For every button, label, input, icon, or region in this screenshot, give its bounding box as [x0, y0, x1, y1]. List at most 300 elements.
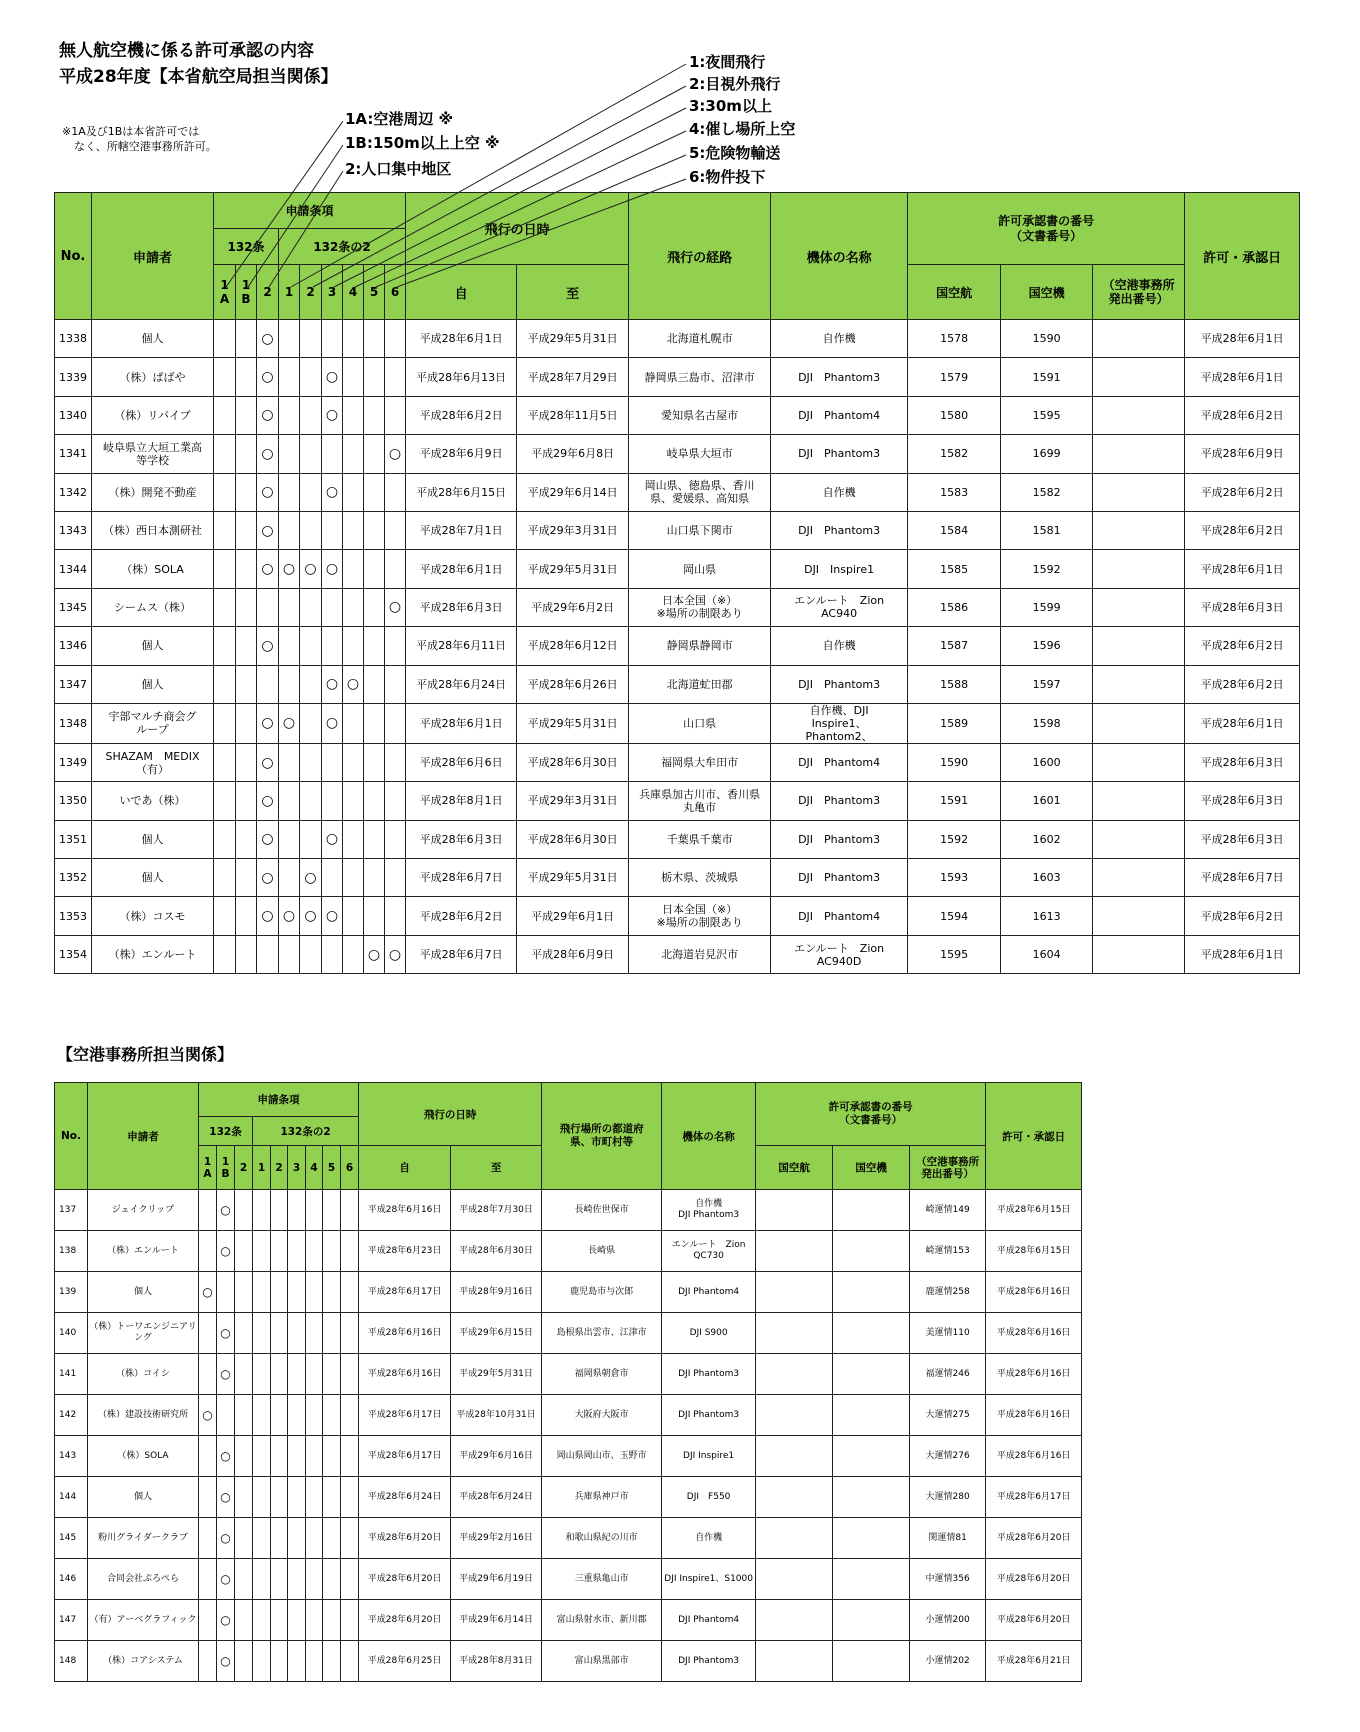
circle-mark-icon: ○: [220, 1366, 231, 1381]
t1-cell-route: 山口県下関市: [629, 511, 771, 549]
t2-cell-to: 平成29年2月16日: [451, 1518, 542, 1559]
t1-cell-kokuki: 1602: [1001, 820, 1093, 858]
t1-cell-to: 平成28年6月30日: [517, 743, 629, 781]
t1-cell-to: 平成29年3月31日: [517, 782, 629, 820]
section-2-title: 【空港事務所担当関係】: [57, 1045, 234, 1064]
t2-cell-approved: 平成28年6月17日: [986, 1477, 1082, 1518]
circle-mark-icon: ○: [261, 869, 274, 886]
t2-th-col-2: 2: [235, 1146, 253, 1190]
t1-cell-kokuko: 1582: [908, 435, 1001, 473]
t1-cell-from: 平成28年7月1日: [406, 511, 517, 549]
t2-cell-to: 平成29年6月19日: [451, 1559, 542, 1600]
t1-cell-kokuki: 1595: [1001, 396, 1093, 434]
t1-cell-aircraft: DJI Inspire1: [771, 550, 908, 588]
t2-cell-applicant: 合同会社ぷろぺら: [88, 1559, 199, 1600]
t1-cell-from: 平成28年6月7日: [406, 935, 517, 973]
t1-cell-kokuko: 1592: [908, 820, 1001, 858]
t2-cell-approved: 平成28年6月16日: [986, 1436, 1082, 1477]
circle-mark-icon: ○: [282, 561, 296, 578]
t2-cell-route: 島根県出雲市、江津市: [542, 1313, 662, 1354]
th-no: No.: [55, 193, 92, 320]
t1-cell-no: 1345: [55, 588, 92, 626]
t1-cell-aircraft: DJI Phantom3: [771, 358, 908, 396]
t2-cell-to: 平成28年6月24日: [451, 1477, 542, 1518]
t1-cell-to: 平成29年6月14日: [517, 473, 629, 511]
t2-cell-approved: 平成28年6月16日: [986, 1272, 1082, 1313]
th-col-b6: 6: [385, 265, 406, 320]
t2-cell-aircraft: DJI Inspire1: [662, 1436, 756, 1477]
th-col-b4: 4: [343, 265, 364, 320]
th-applicant: 申請者: [92, 193, 214, 320]
circle-mark-icon: ○: [220, 1571, 231, 1586]
t2-cell-airport-no: 鹿運情258: [910, 1272, 986, 1313]
doc-subtitle: 平成28年度【本省航空局担当関係】: [59, 67, 338, 87]
t2-cell-from: 平成28年6月17日: [359, 1272, 451, 1313]
t1-cell-aircraft: DJI Phantom3: [771, 782, 908, 820]
t1-cell-aircraft: 自作機: [771, 320, 908, 358]
circle-mark-icon: ○: [220, 1243, 231, 1258]
t1-cell-to: 平成29年5月31日: [517, 703, 629, 743]
th-airport-no: （空港事務所 発出番号）: [1093, 265, 1185, 320]
circle-mark-icon: ○: [325, 908, 339, 925]
label-r5: 5:危険物輸送: [689, 144, 781, 162]
circle-mark-icon: ○: [261, 330, 274, 347]
t1-cell-applicant: 宇部マルチ商会グ ループ: [92, 703, 214, 743]
circle-mark-icon: ○: [325, 715, 339, 732]
th-col-b1: 1: [279, 265, 300, 320]
t1-cell-approved: 平成28年6月1日: [1185, 550, 1300, 588]
t1-cell-to: 平成28年6月9日: [517, 935, 629, 973]
t1-cell-applicant: いであ（株）: [92, 782, 214, 820]
t2-cell-aircraft: DJI S900: [662, 1313, 756, 1354]
t2-cell-to: 平成29年5月31日: [451, 1354, 542, 1395]
t2-cell-airport-no: 大運情276: [910, 1436, 986, 1477]
t2-cell-no: 147: [55, 1600, 88, 1641]
t2-th-col-b4: 4: [306, 1146, 323, 1190]
t2-cell-applicant: （株）エンルート: [88, 1231, 199, 1272]
t2-cell-from: 平成28年6月20日: [359, 1518, 451, 1559]
t1-cell-from: 平成28年6月9日: [406, 435, 517, 473]
t1-cell-kokuki: 1613: [1001, 897, 1093, 935]
circle-mark-icon: ○: [261, 831, 274, 848]
th-items: 申請条項: [214, 193, 406, 229]
t2-cell-no: 138: [55, 1231, 88, 1272]
t1-cell-aircraft: DJI Phantom4: [771, 897, 908, 935]
t2-cell-route: 大阪府大阪市: [542, 1395, 662, 1436]
th-col-b2: 2: [300, 265, 322, 320]
circle-mark-icon: ○: [202, 1284, 213, 1299]
t2-cell-route: 兵庫県神戸市: [542, 1477, 662, 1518]
t1-cell-approved: 平成28年6月2日: [1185, 511, 1300, 549]
circle-mark-icon: ○: [261, 484, 274, 501]
t1-cell-from: 平成28年6月7日: [406, 859, 517, 897]
label-r3: 3:30m以上: [689, 97, 772, 115]
t1-cell-applicant: 個人: [92, 665, 214, 703]
t2-cell-route: 鹿児島市与次郎: [542, 1272, 662, 1313]
t1-cell-no: 1349: [55, 743, 92, 781]
t1-cell-from: 平成28年6月3日: [406, 588, 517, 626]
t2-cell-no: 139: [55, 1272, 88, 1313]
t1-cell-kokuko: 1588: [908, 665, 1001, 703]
t1-cell-no: 1342: [55, 473, 92, 511]
t1-cell-route: 北海道岩見沢市: [629, 935, 771, 973]
label-r6: 6:物件投下: [689, 168, 766, 186]
t1-cell-aircraft: DJI Phantom4: [771, 396, 908, 434]
t2-th-dates: 飛行の日時: [359, 1083, 542, 1146]
t1-cell-kokuko: 1583: [908, 473, 1001, 511]
circle-mark-icon: ○: [304, 561, 317, 578]
circle-mark-icon: ○: [388, 946, 402, 963]
t2-cell-applicant: （株）コイシ: [88, 1354, 199, 1395]
t1-cell-kokuko: 1578: [908, 320, 1001, 358]
t1-cell-route: 日本全国（※） ※場所の制限あり: [629, 897, 771, 935]
circle-mark-icon: ○: [282, 908, 296, 925]
t1-cell-approved: 平成28年6月7日: [1185, 859, 1300, 897]
label-r1: 1:夜間飛行: [689, 53, 766, 71]
t1-cell-applicant: （株）ぱばや: [92, 358, 214, 396]
th-art132-2: 132条の2: [279, 229, 406, 265]
label-r2: 2:目視外飛行: [689, 75, 781, 93]
circle-mark-icon: ○: [261, 561, 274, 578]
t1-cell-approved: 平成28年6月2日: [1185, 396, 1300, 434]
circle-mark-icon: ○: [261, 369, 274, 386]
t2-cell-aircraft: エンルート Zion QC730: [662, 1231, 756, 1272]
t2-cell-airport-no: 関運情81: [910, 1518, 986, 1559]
t1-cell-applicant: シームス（株）: [92, 588, 214, 626]
t2-cell-airport-no: 大運情280: [910, 1477, 986, 1518]
t1-cell-no: 1354: [55, 935, 92, 973]
t1-cell-route: 岡山県: [629, 550, 771, 588]
t1-cell-kokuki: 1604: [1001, 935, 1093, 973]
t2-th-kokuko: 国空航: [756, 1146, 833, 1190]
th-col-2: 2: [257, 265, 279, 320]
t2-th-col-b2: 2: [271, 1146, 288, 1190]
t1-cell-no: 1343: [55, 511, 92, 549]
t2-cell-from: 平成28年6月25日: [359, 1641, 451, 1682]
t1-cell-applicant: SHAZAM MEDIX （有）: [92, 743, 214, 781]
circle-mark-icon: ○: [261, 754, 274, 771]
t1-cell-from: 平成28年6月15日: [406, 473, 517, 511]
t2-cell-approved: 平成28年6月20日: [986, 1518, 1082, 1559]
t2-cell-aircraft: DJI Inspire1、S1000: [662, 1559, 756, 1600]
t2-th-col-1b: 1 B: [217, 1146, 235, 1190]
t1-cell-aircraft: DJI Phantom3: [771, 511, 908, 549]
t1-cell-to: 平成28年6月12日: [517, 627, 629, 665]
t2-th-to: 至: [451, 1146, 542, 1190]
t2-th-col-b5: 5: [323, 1146, 341, 1190]
circle-mark-icon: ○: [261, 637, 274, 654]
t1-cell-route: 兵庫県加古川市、香川県 丸亀市: [629, 782, 771, 820]
t2-cell-from: 平成28年6月20日: [359, 1559, 451, 1600]
t1-cell-approved: 平成28年6月2日: [1185, 473, 1300, 511]
t1-cell-to: 平成29年6月8日: [517, 435, 629, 473]
t2-cell-aircraft: DJI F550: [662, 1477, 756, 1518]
t2-cell-route: 岡山県岡山市、玉野市: [542, 1436, 662, 1477]
th-kokuki: 国空機: [1001, 265, 1093, 320]
t2-cell-to: 平成28年7月30日: [451, 1190, 542, 1231]
t2-cell-no: 137: [55, 1190, 88, 1231]
t1-cell-approved: 平成28年6月3日: [1185, 743, 1300, 781]
t2-cell-applicant: 個人: [88, 1272, 199, 1313]
t1-cell-route: 千葉県千葉市: [629, 820, 771, 858]
circle-mark-icon: ○: [388, 445, 402, 462]
th-kokuko: 国空航: [908, 265, 1001, 320]
t1-cell-aircraft: エンルート Zion AC940: [771, 588, 908, 626]
th-col-b3: 3: [322, 265, 343, 320]
th-from: 自: [406, 265, 517, 320]
circle-mark-icon: ○: [325, 484, 339, 501]
t1-cell-route: 北海道札幌市: [629, 320, 771, 358]
t1-cell-kokuki: 1598: [1001, 703, 1093, 743]
t1-cell-to: 平成29年5月31日: [517, 320, 629, 358]
t1-cell-to: 平成28年7月29日: [517, 358, 629, 396]
t2-cell-route: 福岡県朝倉市: [542, 1354, 662, 1395]
t2-cell-aircraft: 自作機: [662, 1518, 756, 1559]
t1-cell-no: 1339: [55, 358, 92, 396]
th-permit-no: 許可承認書の番号 （文書番号）: [908, 193, 1185, 265]
t1-cell-kokuki: 1699: [1001, 435, 1093, 473]
t2-cell-to: 平成28年6月30日: [451, 1231, 542, 1272]
t1-cell-route: 静岡県静岡市: [629, 627, 771, 665]
t2-cell-from: 平成28年6月17日: [359, 1395, 451, 1436]
t2-cell-from: 平成28年6月20日: [359, 1600, 451, 1641]
circle-mark-icon: ○: [325, 831, 339, 848]
th-aircraft: 機体の名称: [771, 193, 908, 320]
label-2: 2:人口集中地区: [345, 160, 452, 178]
t1-cell-no: 1350: [55, 782, 92, 820]
t2-cell-from: 平成28年6月16日: [359, 1190, 451, 1231]
t2-cell-to: 平成29年6月16日: [451, 1436, 542, 1477]
t2-cell-no: 141: [55, 1354, 88, 1395]
t1-cell-no: 1346: [55, 627, 92, 665]
t2-th-route: 飛行場所の都道府 県、市町村等: [542, 1083, 662, 1190]
t2-th-permit-no: 許可承認書の番号 （文書番号）: [756, 1083, 986, 1146]
t1-cell-kokuki: 1581: [1001, 511, 1093, 549]
t1-cell-from: 平成28年6月1日: [406, 320, 517, 358]
t1-cell-to: 平成29年5月31日: [517, 859, 629, 897]
t2-cell-approved: 平成28年6月16日: [986, 1354, 1082, 1395]
t1-cell-no: 1338: [55, 320, 92, 358]
t1-cell-approved: 平成28年6月3日: [1185, 820, 1300, 858]
t2-cell-airport-no: 大運情275: [910, 1395, 986, 1436]
t1-cell-route: 岐阜県大垣市: [629, 435, 771, 473]
t2-cell-to: 平成29年6月14日: [451, 1600, 542, 1641]
t2-cell-applicant: （株）トーワエンジニアリ ング: [88, 1313, 199, 1354]
t1-cell-applicant: （株）SOLA: [92, 550, 214, 588]
t1-cell-approved: 平成28年6月2日: [1185, 627, 1300, 665]
circle-mark-icon: ○: [261, 522, 274, 539]
t1-cell-kokuko: 1589: [908, 703, 1001, 743]
t1-cell-from: 平成28年6月24日: [406, 665, 517, 703]
t1-cell-to: 平成29年3月31日: [517, 511, 629, 549]
t1-cell-from: 平成28年6月2日: [406, 396, 517, 434]
t1-cell-route: 山口県: [629, 703, 771, 743]
t1-cell-approved: 平成28年6月1日: [1185, 320, 1300, 358]
t2-th-applicant: 申請者: [88, 1083, 199, 1190]
t2-th-col-b6: 6: [341, 1146, 359, 1190]
t2-cell-to: 平成28年9月16日: [451, 1272, 542, 1313]
t1-cell-from: 平成28年6月2日: [406, 897, 517, 935]
t2-cell-approved: 平成28年6月16日: [986, 1395, 1082, 1436]
t1-cell-approved: 平成28年6月2日: [1185, 897, 1300, 935]
circle-mark-icon: ○: [220, 1530, 231, 1545]
t2-cell-no: 142: [55, 1395, 88, 1436]
t1-cell-no: 1340: [55, 396, 92, 434]
t1-cell-applicant: （株）リバイブ: [92, 396, 214, 434]
t2-cell-to: 平成28年10月31日: [451, 1395, 542, 1436]
t2-cell-airport-no: 福運情246: [910, 1354, 986, 1395]
t1-cell-kokuko: 1587: [908, 627, 1001, 665]
t1-cell-approved: 平成28年6月1日: [1185, 935, 1300, 973]
t2-cell-route: 長崎佐世保市: [542, 1190, 662, 1231]
t2-cell-applicant: 個人: [88, 1477, 199, 1518]
t1-cell-kokuki: 1591: [1001, 358, 1093, 396]
t2-th-from: 自: [359, 1146, 451, 1190]
t1-cell-to: 平成28年11月5日: [517, 396, 629, 434]
note-line-1: ※1A及び1Bは本省許可では: [62, 125, 200, 138]
t2-cell-approved: 平成28年6月16日: [986, 1313, 1082, 1354]
circle-mark-icon: ○: [261, 908, 274, 925]
t1-cell-aircraft: 自作機、DJI Inspire1、 Phantom2、: [771, 703, 908, 743]
t1-cell-aircraft: エンルート Zion AC940D: [771, 935, 908, 973]
t1-cell-no: 1353: [55, 897, 92, 935]
t2-cell-to: 平成28年8月31日: [451, 1641, 542, 1682]
t1-cell-aircraft: DJI Phantom3: [771, 435, 908, 473]
t1-cell-from: 平成28年6月11日: [406, 627, 517, 665]
t1-cell-kokuki: 1600: [1001, 743, 1093, 781]
t1-cell-to: 平成28年6月30日: [517, 820, 629, 858]
circle-mark-icon: ○: [304, 908, 317, 925]
t1-cell-aircraft: 自作機: [771, 627, 908, 665]
circle-mark-icon: ○: [220, 1325, 231, 1340]
t2-cell-aircraft: DJI Phantom4: [662, 1272, 756, 1313]
t1-cell-aircraft: 自作機: [771, 473, 908, 511]
t1-cell-approved: 平成28年6月9日: [1185, 435, 1300, 473]
t2-cell-approved: 平成28年6月20日: [986, 1559, 1082, 1600]
t2-cell-applicant: （株）SOLA: [88, 1436, 199, 1477]
t2-cell-from: 平成28年6月16日: [359, 1354, 451, 1395]
t2-cell-applicant: 粉川グライダークラブ: [88, 1518, 199, 1559]
t1-cell-approved: 平成28年6月1日: [1185, 358, 1300, 396]
t1-cell-kokuko: 1584: [908, 511, 1001, 549]
circle-mark-icon: ○: [202, 1407, 213, 1422]
t1-cell-kokuki: 1592: [1001, 550, 1093, 588]
label-1b: 1B:150m以上上空 ※: [345, 134, 500, 152]
t2-th-art132-2: 132条の2: [253, 1117, 359, 1146]
circle-mark-icon: ○: [282, 715, 296, 732]
t1-cell-no: 1351: [55, 820, 92, 858]
t1-cell-kokuki: 1603: [1001, 859, 1093, 897]
t2-th-no: No.: [55, 1083, 88, 1190]
t2-cell-applicant: （株）建設技術研究所: [88, 1395, 199, 1436]
t2-cell-route: 長崎県: [542, 1231, 662, 1272]
t1-cell-kokuki: 1590: [1001, 320, 1093, 358]
circle-mark-icon: ○: [388, 599, 402, 616]
t1-cell-kokuko: 1593: [908, 859, 1001, 897]
t1-cell-to: 平成29年6月1日: [517, 897, 629, 935]
t1-cell-kokuki: 1599: [1001, 588, 1093, 626]
t2-cell-route: 和歌山県紀の川市: [542, 1518, 662, 1559]
t1-cell-from: 平成28年6月13日: [406, 358, 517, 396]
t1-cell-kokuko: 1591: [908, 782, 1001, 820]
label-r4: 4:催し場所上空: [689, 120, 796, 138]
doc-title: 無人航空機に係る許可承認の内容: [59, 41, 314, 61]
t2-cell-from: 平成28年6月16日: [359, 1313, 451, 1354]
t1-cell-no: 1344: [55, 550, 92, 588]
circle-mark-icon: ○: [261, 445, 274, 462]
t2-cell-route: 三重県亀山市: [542, 1559, 662, 1600]
t1-cell-route: 岡山県、徳島県、香川 県、愛媛県、高知県: [629, 473, 771, 511]
t2-cell-from: 平成28年6月17日: [359, 1436, 451, 1477]
th-col-1b: 1 B: [236, 265, 257, 320]
t2-cell-airport-no: 小運情202: [910, 1641, 986, 1682]
th-col-b5: 5: [364, 265, 385, 320]
t2-th-approved: 許可・承認日: [986, 1083, 1082, 1190]
t2-cell-aircraft: DJI Phantom4: [662, 1600, 756, 1641]
t1-cell-from: 平成28年6月3日: [406, 820, 517, 858]
circle-mark-icon: ○: [261, 407, 274, 424]
circle-mark-icon: ○: [220, 1489, 231, 1504]
t1-cell-kokuki: 1582: [1001, 473, 1093, 511]
t2-cell-approved: 平成28年6月20日: [986, 1600, 1082, 1641]
t1-cell-applicant: （株）コスモ: [92, 897, 214, 935]
t2-th-airport-no: （空港事務所 発出番号）: [910, 1146, 986, 1190]
t2-cell-airport-no: 中運情356: [910, 1559, 986, 1600]
t2-cell-no: 148: [55, 1641, 88, 1682]
t1-cell-no: 1341: [55, 435, 92, 473]
t2-cell-airport-no: 美運情110: [910, 1313, 986, 1354]
t1-cell-aircraft: DJI Phantom4: [771, 743, 908, 781]
t1-cell-route: 福岡県大牟田市: [629, 743, 771, 781]
t1-cell-kokuki: 1597: [1001, 665, 1093, 703]
t1-cell-approved: 平成28年6月2日: [1185, 665, 1300, 703]
t1-cell-to: 平成28年6月26日: [517, 665, 629, 703]
th-route: 飛行の経路: [629, 193, 771, 320]
t1-cell-route: 愛知県名古屋市: [629, 396, 771, 434]
t1-cell-applicant: 個人: [92, 859, 214, 897]
t2-cell-no: 144: [55, 1477, 88, 1518]
t1-cell-route: 栃木県、茨城県: [629, 859, 771, 897]
t1-cell-approved: 平成28年6月3日: [1185, 588, 1300, 626]
t1-cell-applicant: （株）エンルート: [92, 935, 214, 973]
t2-th-col-b3: 3: [288, 1146, 306, 1190]
t1-cell-from: 平成28年6月6日: [406, 743, 517, 781]
t1-cell-kokuko: 1595: [908, 935, 1001, 973]
t1-cell-kokuko: 1594: [908, 897, 1001, 935]
circle-mark-icon: ○: [220, 1448, 231, 1463]
t2-cell-airport-no: 崎運情153: [910, 1231, 986, 1272]
t2-th-art132: 132条: [199, 1117, 253, 1146]
t2-cell-aircraft: DJI Phantom3: [662, 1395, 756, 1436]
th-dates: 飛行の日時: [406, 193, 629, 265]
th-to: 至: [517, 265, 629, 320]
circle-mark-icon: ○: [325, 369, 339, 386]
t1-cell-no: 1348: [55, 703, 92, 743]
t2-cell-airport-no: 崎運情149: [910, 1190, 986, 1231]
t1-cell-applicant: 個人: [92, 627, 214, 665]
t1-cell-no: 1352: [55, 859, 92, 897]
t1-cell-kokuko: 1585: [908, 550, 1001, 588]
t1-cell-kokuko: 1586: [908, 588, 1001, 626]
t2-cell-applicant: （有）アーベグラフィック: [88, 1600, 199, 1641]
th-art132: 132条: [214, 229, 279, 265]
t2-th-items: 申請条項: [199, 1083, 359, 1117]
t1-cell-aircraft: DJI Phantom3: [771, 665, 908, 703]
note-line-2: なく、所轄空港事務所許可。: [74, 140, 217, 153]
circle-mark-icon: ○: [325, 676, 339, 693]
t2-cell-aircraft: 自作機 DJI Phantom3: [662, 1190, 756, 1231]
circle-mark-icon: ○: [325, 407, 339, 424]
